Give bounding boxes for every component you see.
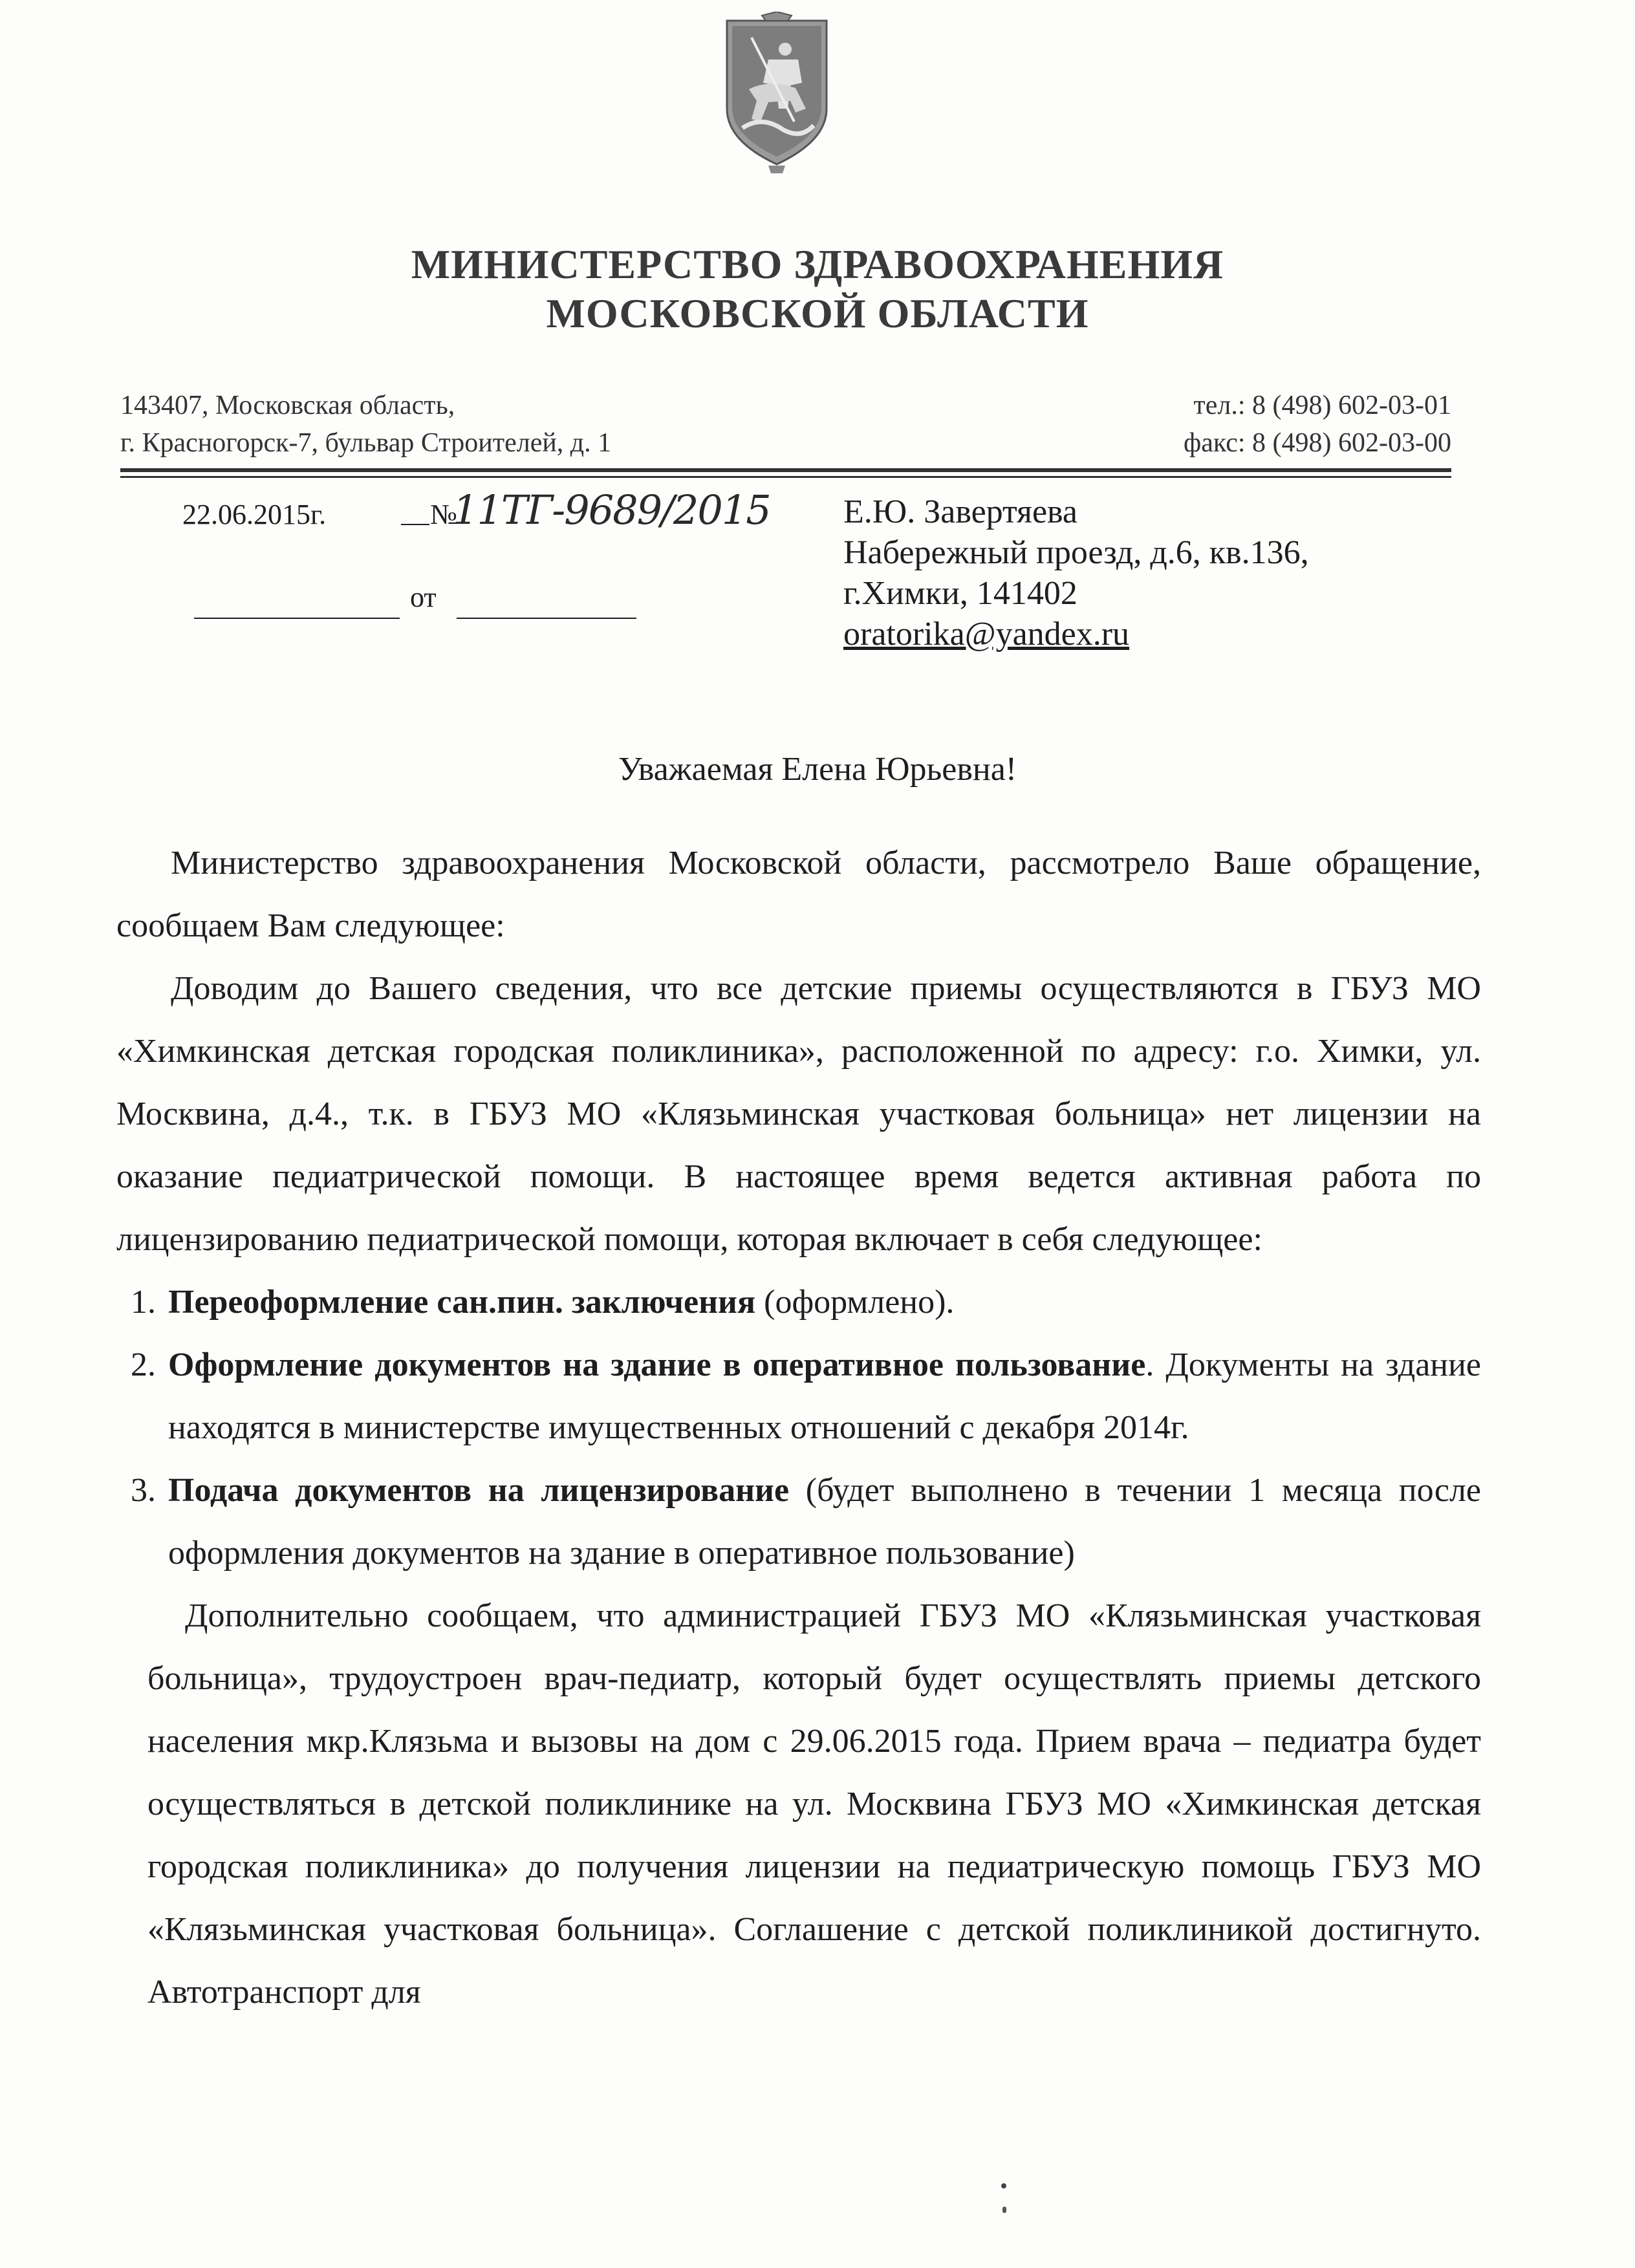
- list-item: [164, 1334, 1481, 1459]
- salutation: Уважаемая Елена Юрьевна!: [618, 751, 1017, 788]
- paragraph-3: Дополнительно сообщаем, что администрацией ГБУЗ МО «Клязьминская участковая больница», трудоустроен врач-педиатр, который будет осуществлять приемы детского населения мкр.Клязьма и вызовы на дом с 29.06.2015 года. Прием врача – педиатра будет осуществляться в детской поликлинике на ул. Москвина ГБУЗ МО «Химкинская детская городская поликлиника» до получения лицензии на педиатрическую помощь ГБУЗ МО «Клязьминская участковая больница». Соглашение с детской поликлиникой достигнуто. Автотранспорт для: [147, 1597, 1481, 2011]
- list-item-rest: (оформлено).: [755, 1284, 955, 1321]
- scan-speck: [1001, 2183, 1006, 2188]
- phone-number: тел.: 8 (498) 602-03-01: [1193, 391, 1451, 420]
- ministry-address: [120, 387, 611, 462]
- incoming-from-label: от: [410, 581, 437, 613]
- recipient-email[interactable]: oratorika@yandex.ru: [843, 616, 1130, 653]
- incoming-number-blank: [194, 618, 400, 619]
- scan-speck: [1002, 2207, 1006, 2213]
- fax-number: факс: 8 (498) 602-03-00: [1184, 428, 1451, 458]
- list-item-bold: Подача документов на лицензирование: [168, 1472, 790, 1509]
- recipient-block: [843, 491, 1309, 654]
- moscow-region-coat-of-arms-icon: [723, 12, 830, 175]
- ministry-contacts: [1184, 387, 1451, 462]
- recipient-name: Е.Ю. Завертяева: [843, 493, 1077, 530]
- letter-body: [116, 832, 1481, 2024]
- address-line2: г. Красногорск-7, бульвар Строителей, д. 1: [120, 428, 612, 458]
- ministry-title-line1: МИНИСТЕРСТВО ЗДРАВООХРАНЕНИЯ: [411, 241, 1224, 287]
- outgoing-number-label: №: [430, 499, 457, 530]
- recipient-city: г.Химки, 141402: [843, 575, 1077, 612]
- ministry-title-line2: МОСКОВСКОЙ ОБЛАСТИ: [546, 290, 1089, 336]
- list-item-bold: Переоформление сан.пин. заключения: [168, 1284, 756, 1321]
- list-item-bold: Оформление документов на здание в оперативное пользование: [168, 1346, 1146, 1383]
- list-item: [164, 1271, 1481, 1334]
- paragraph-2: Доводим до Вашего сведения, что все детские приемы осуществляются в ГБУЗ МО «Химкинская детская городская поликлиника», расположенной по адресу: г.о. Химки, ул. Москвина, д.4., т.к. в ГБУЗ МО «Клязьминская участковая больница» нет лицензии на оказание педиатрической помощи. В настоящее время ведется активная работа по лицензированию педиатрической помощи, которая включает в себя следующее:: [116, 970, 1481, 1258]
- list-item-rest: . Документы на здание находятся в министерстве имущественных отношений с декабря 2014г.: [168, 1346, 1482, 1446]
- recipient-street: Набережный проезд, д.6, кв.136,: [843, 534, 1309, 571]
- address-line1: 143407, Московская область,: [120, 391, 455, 420]
- outgoing-number-handwritten: 11ТГ-9689/2015: [453, 486, 770, 534]
- paragraph-1: Министерство здравоохранения Московской области, рассмотрело Ваше обращение, сообщаем Вам следующее:: [116, 845, 1481, 944]
- header-divider-thick: [120, 468, 1451, 472]
- date-underline: [401, 524, 429, 525]
- list-item: [164, 1459, 1481, 1584]
- incoming-date-blank: [457, 618, 636, 619]
- list-item-rest: (будет выполнено в течении 1 месяца после оформления документов на здание в оперативное пользование): [168, 1472, 1481, 1571]
- outgoing-date: 22.06.2015г.: [182, 499, 327, 530]
- measures-list: [116, 1271, 1481, 1584]
- header-divider-thin: [120, 476, 1451, 478]
